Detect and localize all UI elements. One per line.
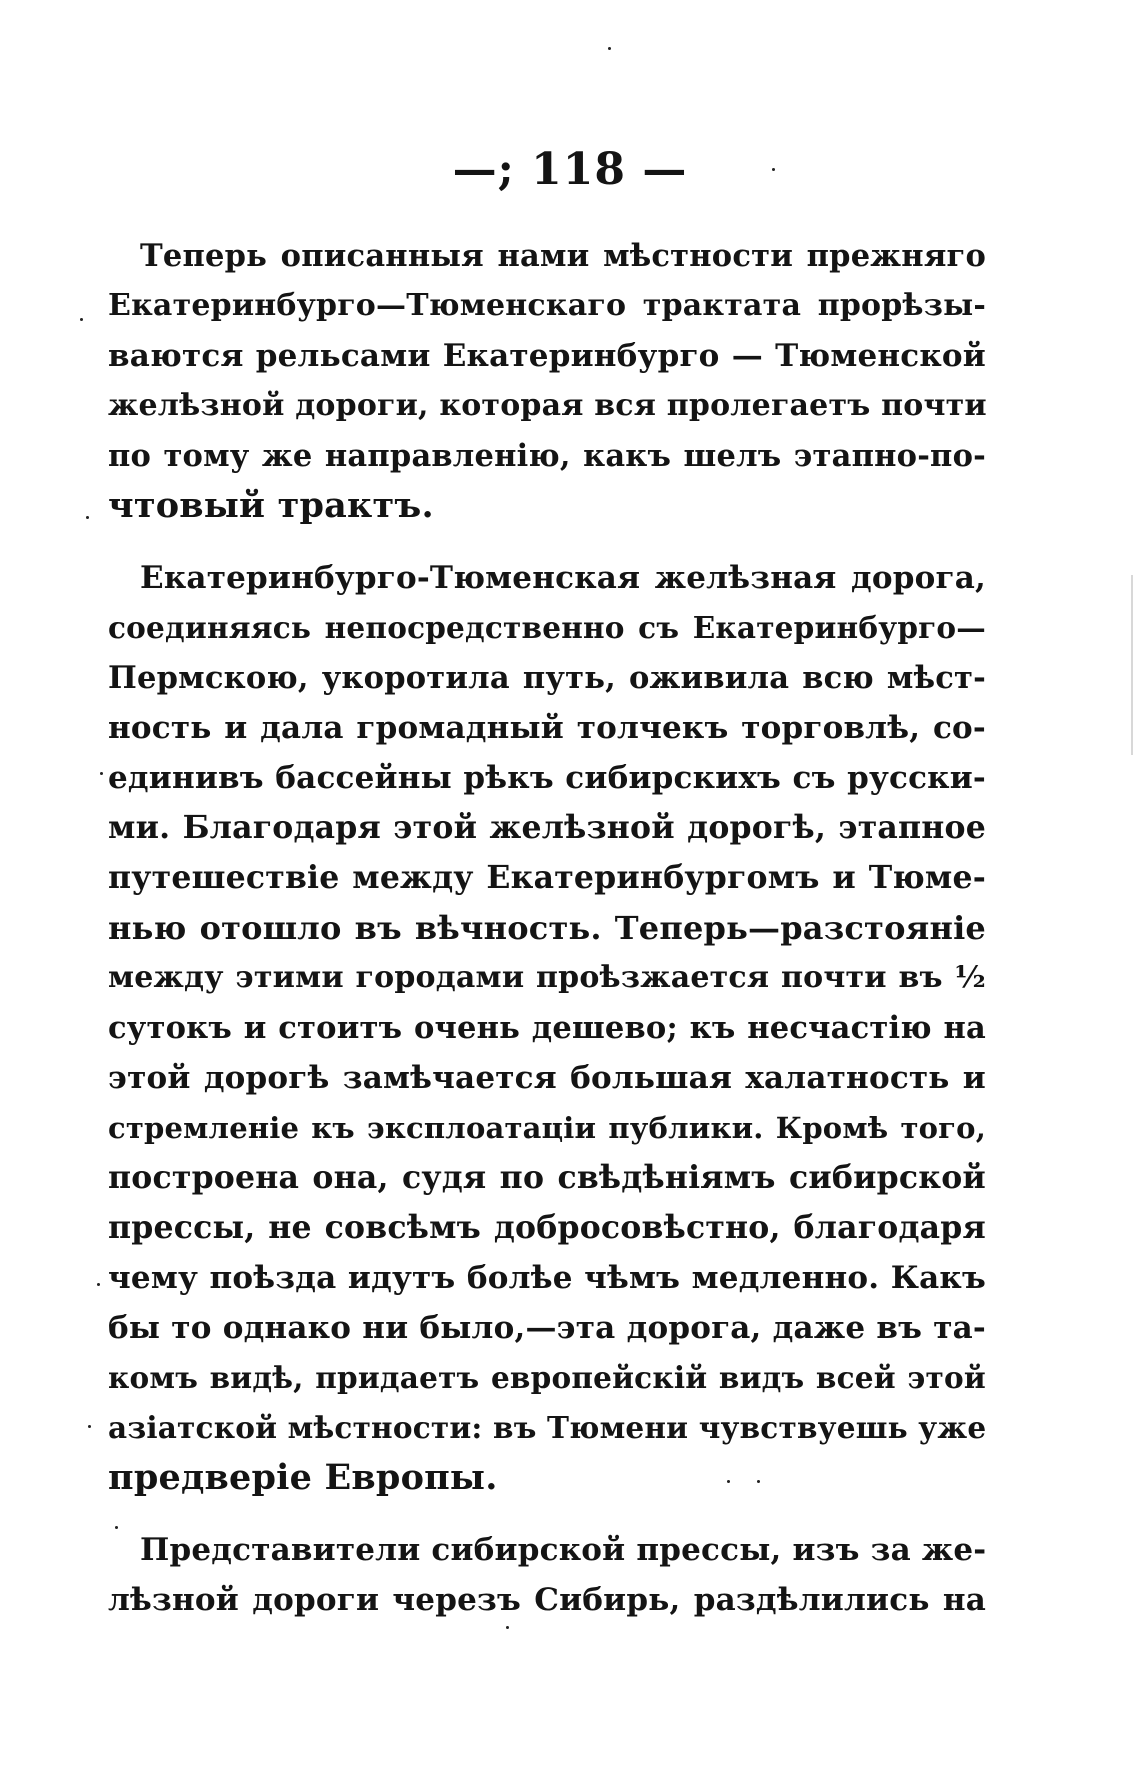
- text-line: ваются рельсами Екатеринбурго — Тюменской: [108, 338, 986, 374]
- text-line: ми. Благодаря этой желѣзной дорогѣ, этапное: [108, 809, 986, 846]
- text-line: азіатской мѣстности: въ Тюмени чувствуешь уже: [108, 1410, 987, 1445]
- text-line: между этими городами проѣзжается почти въ ½: [108, 960, 986, 995]
- scan-speck: [80, 318, 83, 321]
- text-line: прессы, не совсѣмъ добросовѣстно, благодаря: [108, 1209, 986, 1246]
- text-line: Теперь описанныя нами мѣстности прежняго: [140, 238, 986, 274]
- scan-speck: [86, 516, 89, 519]
- text-line: нью отошло въ вѣчность. Теперь—разстояніе: [108, 909, 986, 947]
- body-text: [108, 231, 986, 1625]
- text-line: чтовый трактъ.: [108, 485, 434, 526]
- text-line: Пермскою, укоротила путь, оживила всю мѣст-: [108, 660, 986, 696]
- scan-speck: [772, 168, 775, 171]
- scan-speck: [727, 1480, 730, 1483]
- text-line: чему поѣзда идутъ болѣе чѣмъ медленно. Какъ: [108, 1260, 986, 1296]
- text-line: желѣзной дороги, которая вся пролегаетъ почти: [108, 388, 987, 423]
- scan-speck: [506, 1626, 509, 1629]
- paragraph: [108, 231, 986, 531]
- scan-speck: [97, 1283, 100, 1286]
- text-line: построена она, судя по свѣдѣніямъ сибирской: [108, 1159, 986, 1196]
- scan-speck: [757, 1480, 760, 1483]
- paragraph: [108, 553, 986, 1503]
- text-line: комъ видѣ, придаетъ европейскій видъ всей этой: [108, 1360, 986, 1395]
- text-line: Екатеринбурго—Тюменскаго трактата прорѣзы-: [108, 288, 986, 323]
- text-line: стремленіе къ эксплоатаціи публики. Кромѣ того,: [108, 1111, 986, 1145]
- text-line: ность и дала громадный толчекъ торговлѣ, со-: [108, 710, 986, 746]
- scan-speck: [88, 1425, 91, 1428]
- scan-speck: [115, 1526, 118, 1529]
- text-line: бы то однако ни было,—эта дорога, даже въ та-: [108, 1310, 986, 1346]
- text-line: лѣзной дороги черезъ Сибирь, раздѣлились на: [108, 1582, 986, 1618]
- paragraph: [108, 1525, 986, 1625]
- text-line: путешествіе между Екатеринбургомъ и Тюме-: [108, 859, 986, 896]
- scan-speck: [608, 47, 611, 50]
- text-line: Представители сибирской прессы, изъ за же-: [140, 1532, 987, 1568]
- scan-edge: [1131, 575, 1133, 755]
- page-number: —; 118 —: [452, 144, 688, 195]
- scan-speck: [100, 772, 103, 775]
- text-line: соединяясь непосредственно съ Екатеринбурго—: [108, 610, 986, 645]
- text-line: по тому же направленію, какъ шелъ этапно-по-: [108, 438, 986, 474]
- text-line: единивъ бассейны рѣкъ сибирскихъ съ русски-: [108, 760, 986, 796]
- text-line: сутокъ и стоитъ очень дешево; къ несчастію на: [108, 1010, 986, 1046]
- text-line: этой дорогѣ замѣчается большая халатность и: [108, 1060, 986, 1096]
- paragraph-gap: [108, 531, 986, 553]
- text-line: предверіе Европы.: [108, 1457, 498, 1498]
- text-line: Екатеринбурго-Тюменская желѣзная дорога,: [140, 560, 986, 596]
- paragraph-gap: [108, 1503, 986, 1525]
